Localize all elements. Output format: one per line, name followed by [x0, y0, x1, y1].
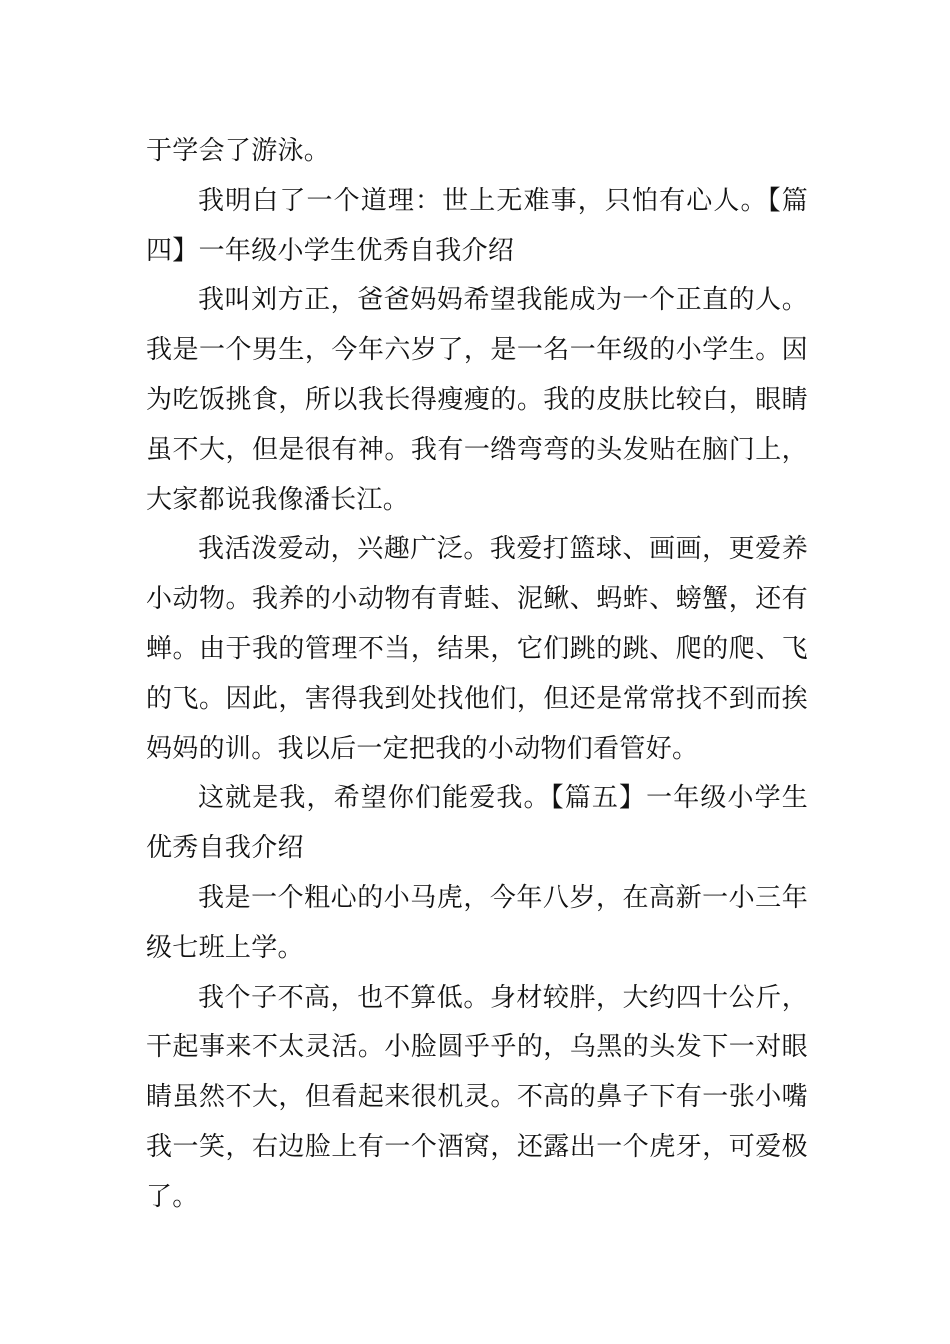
paragraph-6: 我是一个粗心的小马虎，今年八岁，在高新一小三年级七班上学。: [146, 882, 808, 963]
paragraph-1: 于学会了游泳。: [146, 136, 331, 166]
paragraph-3: 我叫刘方正，爸爸妈妈希望我能成为一个正直的人。我是一个男生，今年六岁了，是一名一年级的小学生。因为吃饭挑食，所以我长得瘦瘦的。我的皮肤比较白，眼睛虽不大，但是很有神。我有一绺弯弯的头发贴在脑门上，大家都说我像潘长江。: [146, 285, 808, 515]
paragraph-5: 这就是我，希望你们能爱我。【篇五】一年级小学生优秀自我介绍: [146, 783, 808, 864]
document-body: [146, 127, 808, 1223]
paragraph-4: 我活泼爱动，兴趣广泛。我爱打篮球、画画，更爱养小动物。我养的小动物有青蛙、泥鳅、蚂蚱、螃蟹，还有蝉。由于我的管理不当，结果，它们跳的跳、爬的爬、飞的飞。因此，害得我到处找他们，但还是常常找不到而挨妈妈的训。我以后一定把我的小动物们看管好。: [146, 534, 808, 764]
paragraph-2: 我明白了一个道理：世上无难事，只怕有心人。【篇四】一年级小学生优秀自我介绍: [146, 185, 808, 266]
paragraph-7: 我个子不高，也不算低。身材较胖，大约四十公斤，干起事来不太灵活。小脸圆乎乎的，乌黑的头发下一对眼睛虽然不大，但看起来很机灵。不高的鼻子下有一张小嘴我一笑，右边脸上有一个酒窝，还露出一个虎牙，可爱极了。: [146, 982, 808, 1212]
